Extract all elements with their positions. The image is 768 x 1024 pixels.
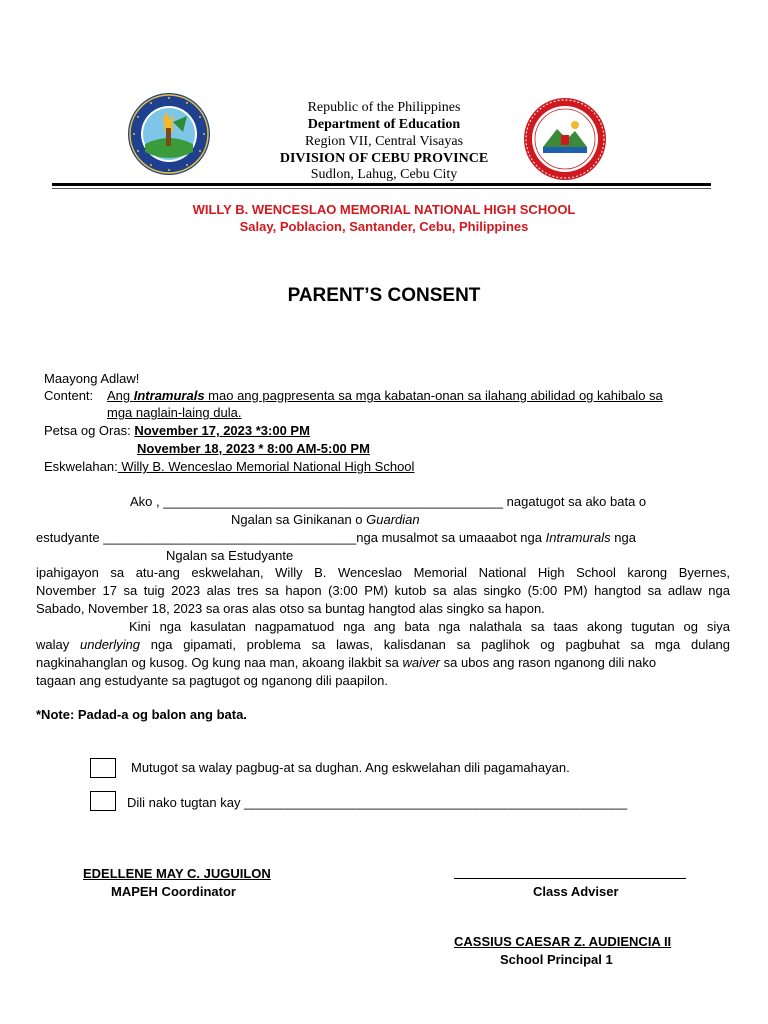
parent-name-caption: Ngalan sa Ginikanan o Guardian [231, 512, 420, 527]
date-1: November 17, 2023 *3:00 PM [134, 423, 310, 438]
agree-checkbox[interactable] [90, 758, 116, 778]
header-divider [52, 183, 711, 186]
parent-name-line: Ako , _______________________________________________ nagatugot sa ako bata o [130, 494, 647, 509]
note: *Note: Padad-a og balon ang bata. [36, 707, 247, 722]
date-2: November 18, 2023 * 8:00 AM-5:00 PM [137, 441, 370, 456]
student-name-line: estudyante ___________________________________nga musalmot sa umaaabot nga Intramurals nga [36, 530, 636, 545]
content-text-line1: Ang Intramurals mao ang pagpresenta sa mga kabatan-onan sa ilahang abilidad og kahibalo sa [107, 388, 663, 403]
school-field-value: Willy B. Wenceslao Memorial National High School [117, 459, 415, 474]
principal-title: School Principal 1 [500, 952, 613, 967]
header-department: Department of Education [307, 117, 461, 132]
paragraph-1: ipahigayon sa atu-ang eskwelahan, Willy B. Wenceslao Memorial National High School karong Byernes, November 17 sa tuig 2023 alas tres sa hapon (3:00 PM) kutob sa alas singko (5:00 PM) hangtod sa adlaw nga Sabado, November 18, 2023 sa oras alas otso sa buntag hangtod alas singko sa hapon. [36, 565, 730, 616]
adviser-signature-line [454, 878, 686, 879]
greeting: Maayong Adlaw! [44, 371, 140, 386]
paragraph-2: Kini nga kasulatan nagpamatuod nga ang bata nga nalathala sa taas akong tugutan og siya walay underlying nga gipamati, problema sa lawas, kalisdanan sa paglihok og pagbuhat sa mga dulang nagkinahanglan og kusog. Og kung naa man, akoang ilakbit sa waiver sa ubos ang rason nganong dili nako tagaan ang estudyante sa pagtugot og nganong dili paapilon. [36, 619, 731, 688]
header-address: Sudlon, Lahug, Cebu City [310, 167, 458, 182]
header-divider-thin [52, 188, 711, 189]
header-republic: Republic of the Philippines [307, 100, 461, 115]
school-name: WILLY B. WENCESLAO MEMORIAL NATIONAL HIGH SCHOOL [192, 202, 576, 217]
document-title: PARENT’S CONSENT [287, 285, 481, 306]
principal-name: CASSIUS CAESAR Z. AUDIENCIA II [454, 934, 672, 949]
disagree-checkbox[interactable] [90, 791, 116, 811]
student-name-caption: Ngalan sa Estudyante [166, 548, 294, 563]
disagree-reason-line[interactable]: Dili nako tugtan kay _____________________________________________________ [127, 795, 628, 810]
petsa-row: Petsa og Oras: November 17, 2023 *3:00 PM [44, 423, 310, 438]
school-address: Salay, Poblacion, Santander, Cebu, Philippines [239, 219, 529, 234]
header-division: DIVISION OF CEBU PROVINCE [279, 151, 489, 166]
eskwelahan-row: Eskwelahan: Willy B. Wenceslao Memorial National High School [44, 459, 415, 474]
coordinator-name: EDELLENE MAY C. JUGUILON [83, 866, 271, 881]
adviser-title: Class Adviser [533, 884, 619, 899]
content-label: Content: [44, 388, 94, 403]
coordinator-title: MAPEH Coordinator [111, 884, 236, 899]
header-region: Region VII, Central Visayas [304, 134, 464, 149]
agree-label: Mutugot sa walay pagbug-at sa dughan. Ang eskwelahan dili pagamahayan. [131, 760, 570, 775]
content-text-line2: mga naglain-laing dula. [107, 405, 242, 420]
